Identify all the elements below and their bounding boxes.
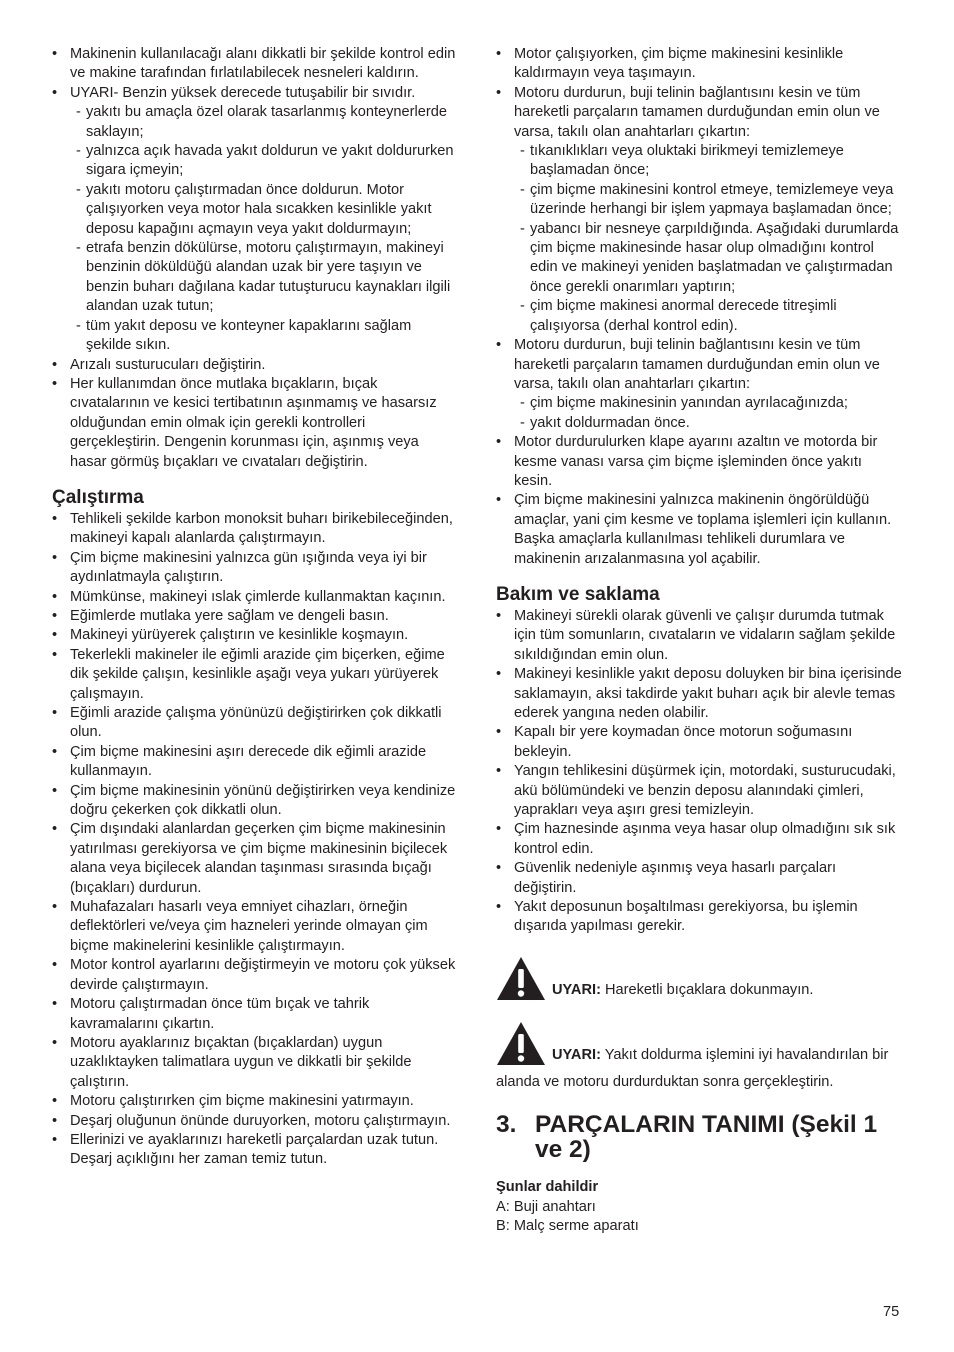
dash-subitem: - tüm yakıt deposu ve konteyner kapaklarını sağlam şekilde sıkın. [52,317,456,356]
safety-list-maintenance [496,607,902,937]
includes-item: A: Buji anahtarı [496,1198,596,1215]
warning-triangle-icon [496,1021,546,1072]
bullet-item: • Yangın tehlikesini düşürmek için, motordaki, susturucudaki, akü bölümündeki ve benzin deposu alanındaki çimleri, yaprakları veya aşırı gresi temizleyin. [496,762,902,820]
dash-subitem: - yakıt doldurmadan önce. [496,414,902,433]
page-number: 75 [883,1304,900,1320]
bullet-item: • Güvenlik nedeniyle aşınmış veya hasarlı parçaları değiştirin. [496,859,902,898]
bullet-item: • Çim biçme makinesini yalnızca gün ışığında veya iyi bir aydınlatmayla çalıştırın. [52,549,456,588]
dash-subitem: - etrafa benzin dökülürse, motoru çalıştırmayın, makineyi benzinin döküldüğü alandan uzak bir yere taşıyın ve benzin buharı dağılana kadar tutuşturucu kaynakları ilgili alandan uzak tutun; [52,239,456,317]
dash-subitem: - yakıtı bu amaçla özel olarak tasarlanmış konteynerlerde saklayın; [52,103,456,142]
warning-label: UYARI: [552,981,601,998]
bullet-item: • Motoru çalıştırırken çim biçme makinesini yatırmayın. [52,1092,456,1111]
bullet-item: • Motoru ayaklarınız bıçaktan (bıçaklardan) uygun uzaklıktayken talimatlara uygun ve dikkatli bir şekilde çalıştırın. [52,1034,456,1092]
bullet-item: • Makineyi sürekli olarak güvenli ve çalışır durumda tutmak için tüm somunların, cıvataların ve vidaların sağlam şekilde sıkıldığından emin olun. [496,607,902,665]
includes-heading: Şunlar dahildir [496,1179,599,1196]
chapter-title [496,1112,902,1162]
bullet-item: • Çim biçme makinesinin yönünü değiştirirken veya kendinize doğru çekerken çok dikkatli olun. [52,782,456,821]
bullet-item: • Her kullanımdan önce mutlaka bıçakların, bıçak cıvatalarının ve kesici tertibatının aşınmamış ve hasarsız olduğundan emin olmak için gerekli kontrolleri gerçekleştirin. Dengenin korunması için, aşınmış veya hasar görmüş bıçakları ve cıvataları değiştirin. [52,375,456,472]
bullet-item: • Çim biçme makinesini aşırı derecede dik eğimli arazide kullanmayın. [52,743,456,782]
bullet-item: • Çim haznesinde aşınma veya hasar olup olmadığını sık sık kontrol edin. [496,820,902,859]
bullet-item: • Eğimlerde mutlaka yere sağlam ve dengeli basın. [52,607,456,626]
bullet-item: • Yakıt deposunun boşaltılması gerekiyorsa, bu işlemin dışarıda yapılması gerekir. [496,898,902,937]
bullet-item: • Motoru durdurun, buji telinin bağlantısını kesin ve tüm hareketli parçaların tamamen durduğundan emin olun ve varsa, takılı olan anahtarları çıkartın: [496,336,902,394]
right-column [496,45,902,1236]
dash-subitem: - tıkanıklıkları veya oluktaki birikmeyi temizlemeye başlamadan önce; [496,142,902,181]
bullet-item: • Çim dışındaki alanlardan geçerken çim biçme makinesinin yatırılması gerekiyorsa ve çim biçme makinesinin biçilecek alana veya biçilecek alandan taşınması sırasında bıçağı (bıçakları) durdurun. [52,820,456,898]
warning-fuel [496,1021,902,1092]
bullet-item: • Motor kontrol ayarlarını değiştirmeyin ve motoru çok yüksek devirde çalıştırmayın. [52,956,456,995]
bullet-item: • Ellerinizi ve ayaklarınızı hareketli parçalardan uzak tutun. Deşarj açıklığını her zaman temiz tutun. [52,1131,456,1170]
safety-list-operation [52,510,456,1170]
left-column [52,45,456,1170]
bullet-item: • UYARI- Benzin yüksek derecede tutuşabilir bir sıvıdır. [52,84,456,103]
warning-blade [496,956,902,1007]
chapter-title-text: PARÇALARIN TANIMI (Şekil 1 ve 2) [535,1111,878,1164]
dash-subitem: - yabancı bir nesneye çarpıldığında. Aşağıdaki durumlarda çim biçme makinesinde hasar olup olmadığını kontrol edin ve makineyi yeniden başlatmadan ve çalıştırmadan önce gerekli onarımları yaptırın; [496,220,902,298]
dash-subitem: - çim biçme makinesini kontrol etmeye, temizlemeye veya üzerinde herhangi bir işlem yapmaya başlamadan önce; [496,181,902,220]
dash-subitem: - yalnızca açık havada yakıt doldurun ve yakıt doldururken sigara içmeyin; [52,142,456,181]
bullet-item: • Çim biçme makinesini yalnızca makinenin öngörüldüğü amaçlar, yani çim kesme ve toplama işlemleri için kullanın. Başka amaçlarla kullanılması tehlikeli durumlara ve makinenin arızalanmasına yol açabilir. [496,491,902,569]
bullet-item: • Motoru durdurun, buji telinin bağlantısını kesin ve tüm hareketli parçaların tamamen durduğundan emin olun ve varsa, takılı olan anahtarları çıkartın: [496,84,902,142]
bullet-item: • Tehlikeli şekilde karbon monoksit buharı birikebileceğinden, makineyi kapalı alanlarda çalıştırmayın. [52,510,456,549]
section-heading-operation: Çalıştırma [52,486,144,508]
bullet-item: • Deşarj oluğunun önünde duruyorken, motoru çalıştırmayın. [52,1112,456,1131]
warning-triangle-icon [496,956,546,1007]
bullet-item: • Eğimli arazide çalışma yönünüzü değiştirirken çok dikkatli olun. [52,704,456,743]
bullet-item: • Makineyi yürüyerek çalıştırın ve kesinlikle koşmayın. [52,626,456,645]
warning-text: Hareketli bıçaklara dokunmayın. [600,981,814,998]
chapter-number: 3. [496,1111,517,1139]
dash-subitem: - yakıtı motoru çalıştırmadan önce doldurun. Motor çalışıyorken veya motor hala sıcakken kesinlikle yakıt deposu kapağını açmayın veya yakıt doldurmayın; [52,181,456,239]
warning-text: Yakıt doldurma işlemini iyi havalandırılan bir alanda ve motoru durdurduktan sonra gerçekleştirin. [496,1047,889,1090]
bullet-item: • Tekerlekli makineler ile eğimli arazide çim biçerken, eğime dik şekilde çalışın, kesinlikle aşağı veya yukarı yürüyerek çalışmayın. [52,646,456,704]
dash-subitem: - çim biçme makinesi anormal derecede titreşimli çalışıyorsa (derhal kontrol edin). [496,297,902,336]
includes-item: B: Malç serme aparatı [496,1217,639,1234]
warning-label: UYARI: [552,1047,601,1064]
safety-list-general [52,45,456,472]
section-heading-maintenance: Bakım ve saklama [496,583,660,605]
bullet-item: • Mümkünse, makineyi ıslak çimlerde kullanmaktan kaçının. [52,588,456,607]
bullet-item: • Makineyi kesinlikle yakıt deposu doluyken bir bina içerisinde saklamayın, aksi takdirde yakıt buharı açık bir alevle temas ederek yangına neden olabilir. [496,665,902,723]
safety-list-stop-engine [496,45,902,569]
bullet-item: • Kapalı bir yere koymadan önce motorun soğumasını bekleyin. [496,723,902,762]
bullet-item: • Arızalı susturucuları değiştirin. [52,356,456,375]
bullet-item: • Makinenin kullanılacağı alanı dikkatli bir şekilde kontrol edin ve makine tarafından fırlatılabilecek nesneleri kaldırın. [52,45,456,84]
dash-subitem: - çim biçme makinesinin yanından ayrılacağınızda; [496,394,902,413]
bullet-item: • Muhafazaları hasarlı veya emniyet cihazları, örneğin deflektörleri ve/veya çim hazneleri yerinde olmayan çim biçme makinelerini kesinlikle çalıştırmayın. [52,898,456,956]
bullet-item: • Motoru çalıştırmadan önce tüm bıçak ve tahrik kavramalarını çıkartın. [52,995,456,1034]
bullet-item: • Motor çalışıyorken, çim biçme makinesini kesinlikle kaldırmayın veya taşımayın. [496,45,902,84]
bullet-item: • Motor durdurulurken klape ayarını azaltın ve motorda bir kesme vanası varsa çim biçme işleminden önce yakıtı kesin. [496,433,902,491]
